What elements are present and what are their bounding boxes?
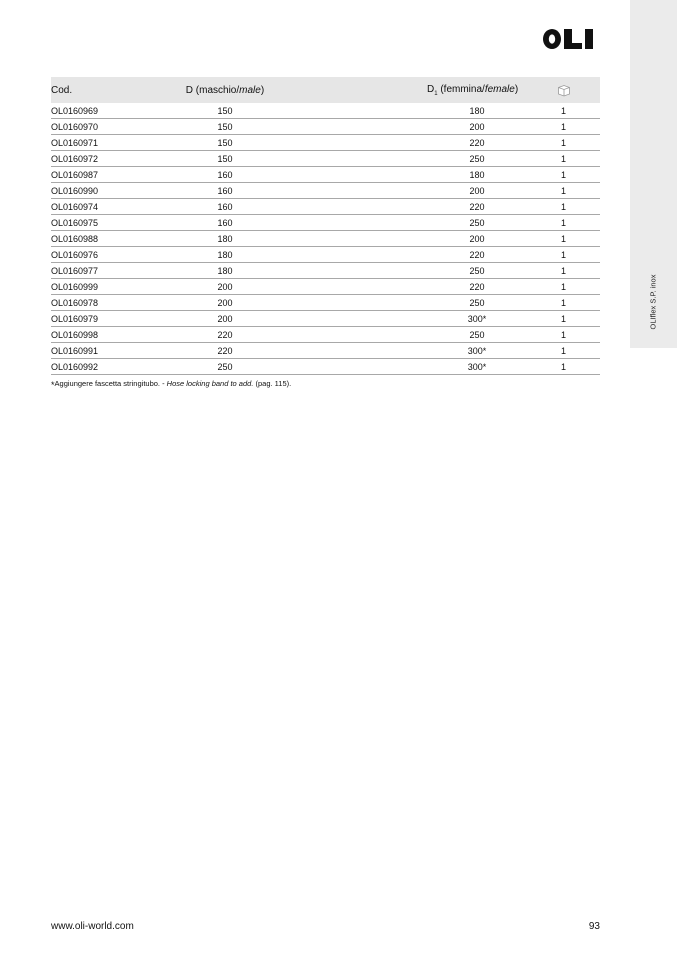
header-d-male xyxy=(168,77,282,103)
cell-quantity: 1 xyxy=(527,151,600,167)
cell-d-male: 150 xyxy=(168,103,282,119)
footnote-english: Hose locking band to add. xyxy=(166,379,254,388)
cell-code: OL0160970 xyxy=(51,119,168,135)
cell-d-male: 220 xyxy=(168,343,282,359)
cell-quantity: 1 xyxy=(527,135,600,151)
cell-d-male: 160 xyxy=(168,215,282,231)
cell-spacer xyxy=(282,167,427,183)
cell-d1-female: 300* xyxy=(427,343,527,359)
cell-spacer xyxy=(282,199,427,215)
package-box-icon xyxy=(557,84,571,97)
cell-quantity: 1 xyxy=(527,327,600,343)
cell-code: OL0160971 xyxy=(51,135,168,151)
table-header-row xyxy=(51,77,600,103)
cell-d-male: 160 xyxy=(168,199,282,215)
cell-code: OL0160972 xyxy=(51,151,168,167)
table-row xyxy=(51,215,600,231)
table-row xyxy=(51,247,600,263)
cell-d1-female: 300* xyxy=(427,359,527,375)
cell-code: OL0160999 xyxy=(51,279,168,295)
header-d1-suffix: ) xyxy=(514,83,519,95)
cell-d-male: 200 xyxy=(168,279,282,295)
table-row xyxy=(51,311,600,327)
cell-spacer xyxy=(282,135,427,151)
cell-spacer xyxy=(282,343,427,359)
cell-d-male: 180 xyxy=(168,263,282,279)
footer-website: www.oli-world.com xyxy=(51,921,134,932)
cell-spacer xyxy=(282,215,427,231)
cell-d1-female: 250 xyxy=(427,151,527,167)
cell-code: OL0160991 xyxy=(51,343,168,359)
cell-spacer xyxy=(282,279,427,295)
footnote-page-ref: (pag. 115). xyxy=(253,379,292,388)
table-row xyxy=(51,231,600,247)
table-row xyxy=(51,327,600,343)
cell-spacer xyxy=(282,247,427,263)
table-row xyxy=(51,135,600,151)
footnote-italian: Aggiungere fascetta stringitubo. - xyxy=(54,379,167,388)
cell-d1-female: 220 xyxy=(427,135,527,151)
cell-d1-female: 180 xyxy=(427,103,527,119)
cell-quantity: 1 xyxy=(527,279,600,295)
cell-code: OL0160990 xyxy=(51,183,168,199)
cell-code: OL0160975 xyxy=(51,215,168,231)
cell-d1-female: 180 xyxy=(427,167,527,183)
cell-quantity: 1 xyxy=(527,343,600,359)
cell-code: OL0160974 xyxy=(51,199,168,215)
cell-spacer xyxy=(282,359,427,375)
table-row xyxy=(51,199,600,215)
cell-d-male: 150 xyxy=(168,119,282,135)
cell-quantity: 1 xyxy=(527,359,600,375)
cell-quantity: 1 xyxy=(527,263,600,279)
header-spacer xyxy=(282,77,427,103)
header-d-italic: male xyxy=(239,84,261,96)
cell-quantity: 1 xyxy=(527,311,600,327)
product-table xyxy=(51,77,600,375)
cell-spacer xyxy=(282,263,427,279)
cell-code: OL0160987 xyxy=(51,167,168,183)
table-row xyxy=(51,119,600,135)
cell-spacer xyxy=(282,311,427,327)
table-row xyxy=(51,103,600,119)
sidebar-section-label: OLIflex S.P. inox xyxy=(648,274,658,330)
cell-code: OL0160998 xyxy=(51,327,168,343)
cell-spacer xyxy=(282,183,427,199)
cell-d1-female: 220 xyxy=(427,199,527,215)
cell-d1-female: 200 xyxy=(427,119,527,135)
header-d-suffix: ) xyxy=(260,84,265,96)
table-row xyxy=(51,183,600,199)
cell-d-male: 150 xyxy=(168,135,282,151)
cell-d1-female: 250 xyxy=(427,263,527,279)
header-d1-female xyxy=(427,77,527,103)
footnote-asterisk: * xyxy=(51,380,55,390)
cell-d1-female: 300* xyxy=(427,311,527,327)
cell-code: OL0160988 xyxy=(51,231,168,247)
cell-d-male: 160 xyxy=(168,167,282,183)
table-row xyxy=(51,359,600,375)
cell-d-male: 180 xyxy=(168,247,282,263)
cell-code: OL0160977 xyxy=(51,263,168,279)
table-row xyxy=(51,295,600,311)
cell-d1-female: 250 xyxy=(427,327,527,343)
cell-code: OL0160978 xyxy=(51,295,168,311)
cell-spacer xyxy=(282,103,427,119)
header-d-prefix: D (maschio/ xyxy=(185,84,240,96)
cell-d1-female: 250 xyxy=(427,295,527,311)
cell-d-male: 180 xyxy=(168,231,282,247)
cell-quantity: 1 xyxy=(527,247,600,263)
header-d1-prefix: D xyxy=(427,83,435,95)
header-d1-italic: female xyxy=(484,83,515,95)
cell-d-male: 200 xyxy=(168,311,282,327)
cell-spacer xyxy=(282,119,427,135)
cell-d-male: 200 xyxy=(168,295,282,311)
header-quantity xyxy=(527,77,600,103)
header-d1-mid: (femmina/ xyxy=(437,83,485,95)
cell-d1-female: 220 xyxy=(427,279,527,295)
table-row xyxy=(51,263,600,279)
cell-code: OL0160992 xyxy=(51,359,168,375)
table-row xyxy=(51,151,600,167)
table-row xyxy=(51,279,600,295)
header-code: Cod. xyxy=(51,77,168,103)
cell-quantity: 1 xyxy=(527,215,600,231)
cell-quantity: 1 xyxy=(527,119,600,135)
cell-d1-female: 250 xyxy=(427,215,527,231)
cell-d-male: 160 xyxy=(168,183,282,199)
cell-d-male: 220 xyxy=(168,327,282,343)
cell-spacer xyxy=(282,295,427,311)
cell-d-male: 150 xyxy=(168,151,282,167)
page-number: 93 xyxy=(588,921,600,932)
cell-code: OL0160979 xyxy=(51,311,168,327)
footnote xyxy=(51,379,291,390)
cell-quantity: 1 xyxy=(527,199,600,215)
header-d1-subscript: 1 xyxy=(434,90,438,97)
cell-d-male: 250 xyxy=(168,359,282,375)
table-row xyxy=(51,343,600,359)
cell-spacer xyxy=(282,151,427,167)
cell-code: OL0160976 xyxy=(51,247,168,263)
cell-spacer xyxy=(282,327,427,343)
cell-quantity: 1 xyxy=(527,231,600,247)
cell-d1-female: 200 xyxy=(427,183,527,199)
cell-d1-female: 200 xyxy=(427,231,527,247)
oli-logo xyxy=(542,22,602,54)
cell-quantity: 1 xyxy=(527,295,600,311)
cell-spacer xyxy=(282,231,427,247)
cell-quantity: 1 xyxy=(527,103,600,119)
cell-code: OL0160969 xyxy=(51,103,168,119)
cell-quantity: 1 xyxy=(527,167,600,183)
table-row xyxy=(51,167,600,183)
cell-quantity: 1 xyxy=(527,183,600,199)
cell-d1-female: 220 xyxy=(427,247,527,263)
